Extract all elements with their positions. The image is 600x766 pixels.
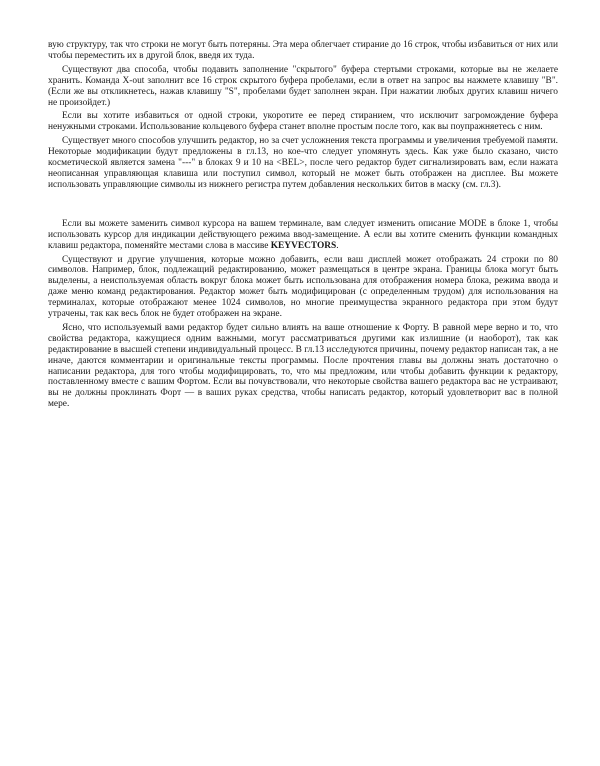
paragraph-continuation: вую структуру, так что строки не могут быть потеряны. Эта мера облегчает стирание до 16 строк, чтобы избавиться от них или чтобы переместить их в другой блок, введя их туда. [48,40,558,61]
paragraph-editor-attitude: Ясно, что используемый вами редактор будет сильно влиять на ваше отношение к Форту. В равной мере верно и то, что свойства редактора, кажущиеся одним важными, могут рассматриваться другими как излишние (и наоборот), так как редактирование в высшей степени индивидуальный процесс. В гл.13 исследуются причины, почему редактор написан так, а не иначе, даются комментарии и оригинальные тексты программы. После прочтения главы вы должны знать достаточно о написании редактора, для того чтобы модифицировать, то, что мы предложим, или чтобы добавить функции к редактору, поставленному вместе с вашим Фортом. Если вы почувствовали, что некоторые свойства вашего редактора вас не устраивают, вы не должны проклинать Форт — в ваших руках средства, чтобы написать редактор, который удовлетворит вас в полной мере. [48,322,558,410]
paragraph-hidden-buffer: Существуют два способа, чтобы подавить заполнение "скрытого" буфера стертыми строками, которые вы не желаете хранить. Команда X-out заполнит все 16 строк скрытого буфера пробелами, если в ответ на запрос вы нажмете клавишу "B". (Если же вы откликнетесь, нажав клавишу "S", пробелами будет заполнен экран. При нажатии любых других клавиш ничего не произойдет.) [48,64,558,108]
section-gap [48,191,558,219]
cursor-mode-end: . [336,240,339,251]
cursor-mode-text: Если вы можете заменить символ курсора на вашем терминале, вам следует изменить описание MODE в блоке 1, чтобы использовать курсор для индикации действующего режима ввод-замещение. А если вы хотите сменить функции командных клавиш редактора, поменяйте местами слова в массиве [48,218,558,251]
paragraph-cursor-mode [48,219,558,252]
paragraph-single-line: Если вы хотите избавиться от одной строки, укоротите ее перед стиранием, что исключит загромождение буфера ненужными строками. Использование кольцевого буфера станет вполне простым после того, как вы поупражняетесь с ним. [48,111,558,133]
paragraph-improvements: Существует много способов улучшить редактор, но за счет усложнения текста программы и увеличения требуемой памяти. Некоторые модификации будут предложены в гл.13, но кое-что следует упомянуть здесь. Как уже было сказано, чисто косметической является замена "---" в блоках 9 и 10 на <BEL>, после чего редактор будет сигнализировать вам, если нажата неопиcанная управляющая клавиша или поступил символ, который не может быть отображен на дисплее. Вы можете использовать управляющие символы из нижнего регистра путем добавления нескольких битов в маску (см. гл.3). [48,136,558,190]
paragraph-display-24x80: Существуют и другие улучшения, которые можно добавить, если ваш дисплей может отображать 24 строки по 80 символов. Например, блок, подлежащий редактированию, может размещаться в центре экрана. Границы блока могут быть выделены, а неиспользуемая область вокруг блока может быть использована для отображения номера блока, режима ввода и даже меню команд редактирования. Редактор может быть модифицирован (с определенным трудом) для использования на терминалах, которые отображают менее 1024 символов, но многие преимущества экранного редактора при этом будут утрачены, так как весь блок не будет отображен на экране. [48,254,558,320]
keyvectors-keyword: KEYVECTORS [270,240,337,251]
